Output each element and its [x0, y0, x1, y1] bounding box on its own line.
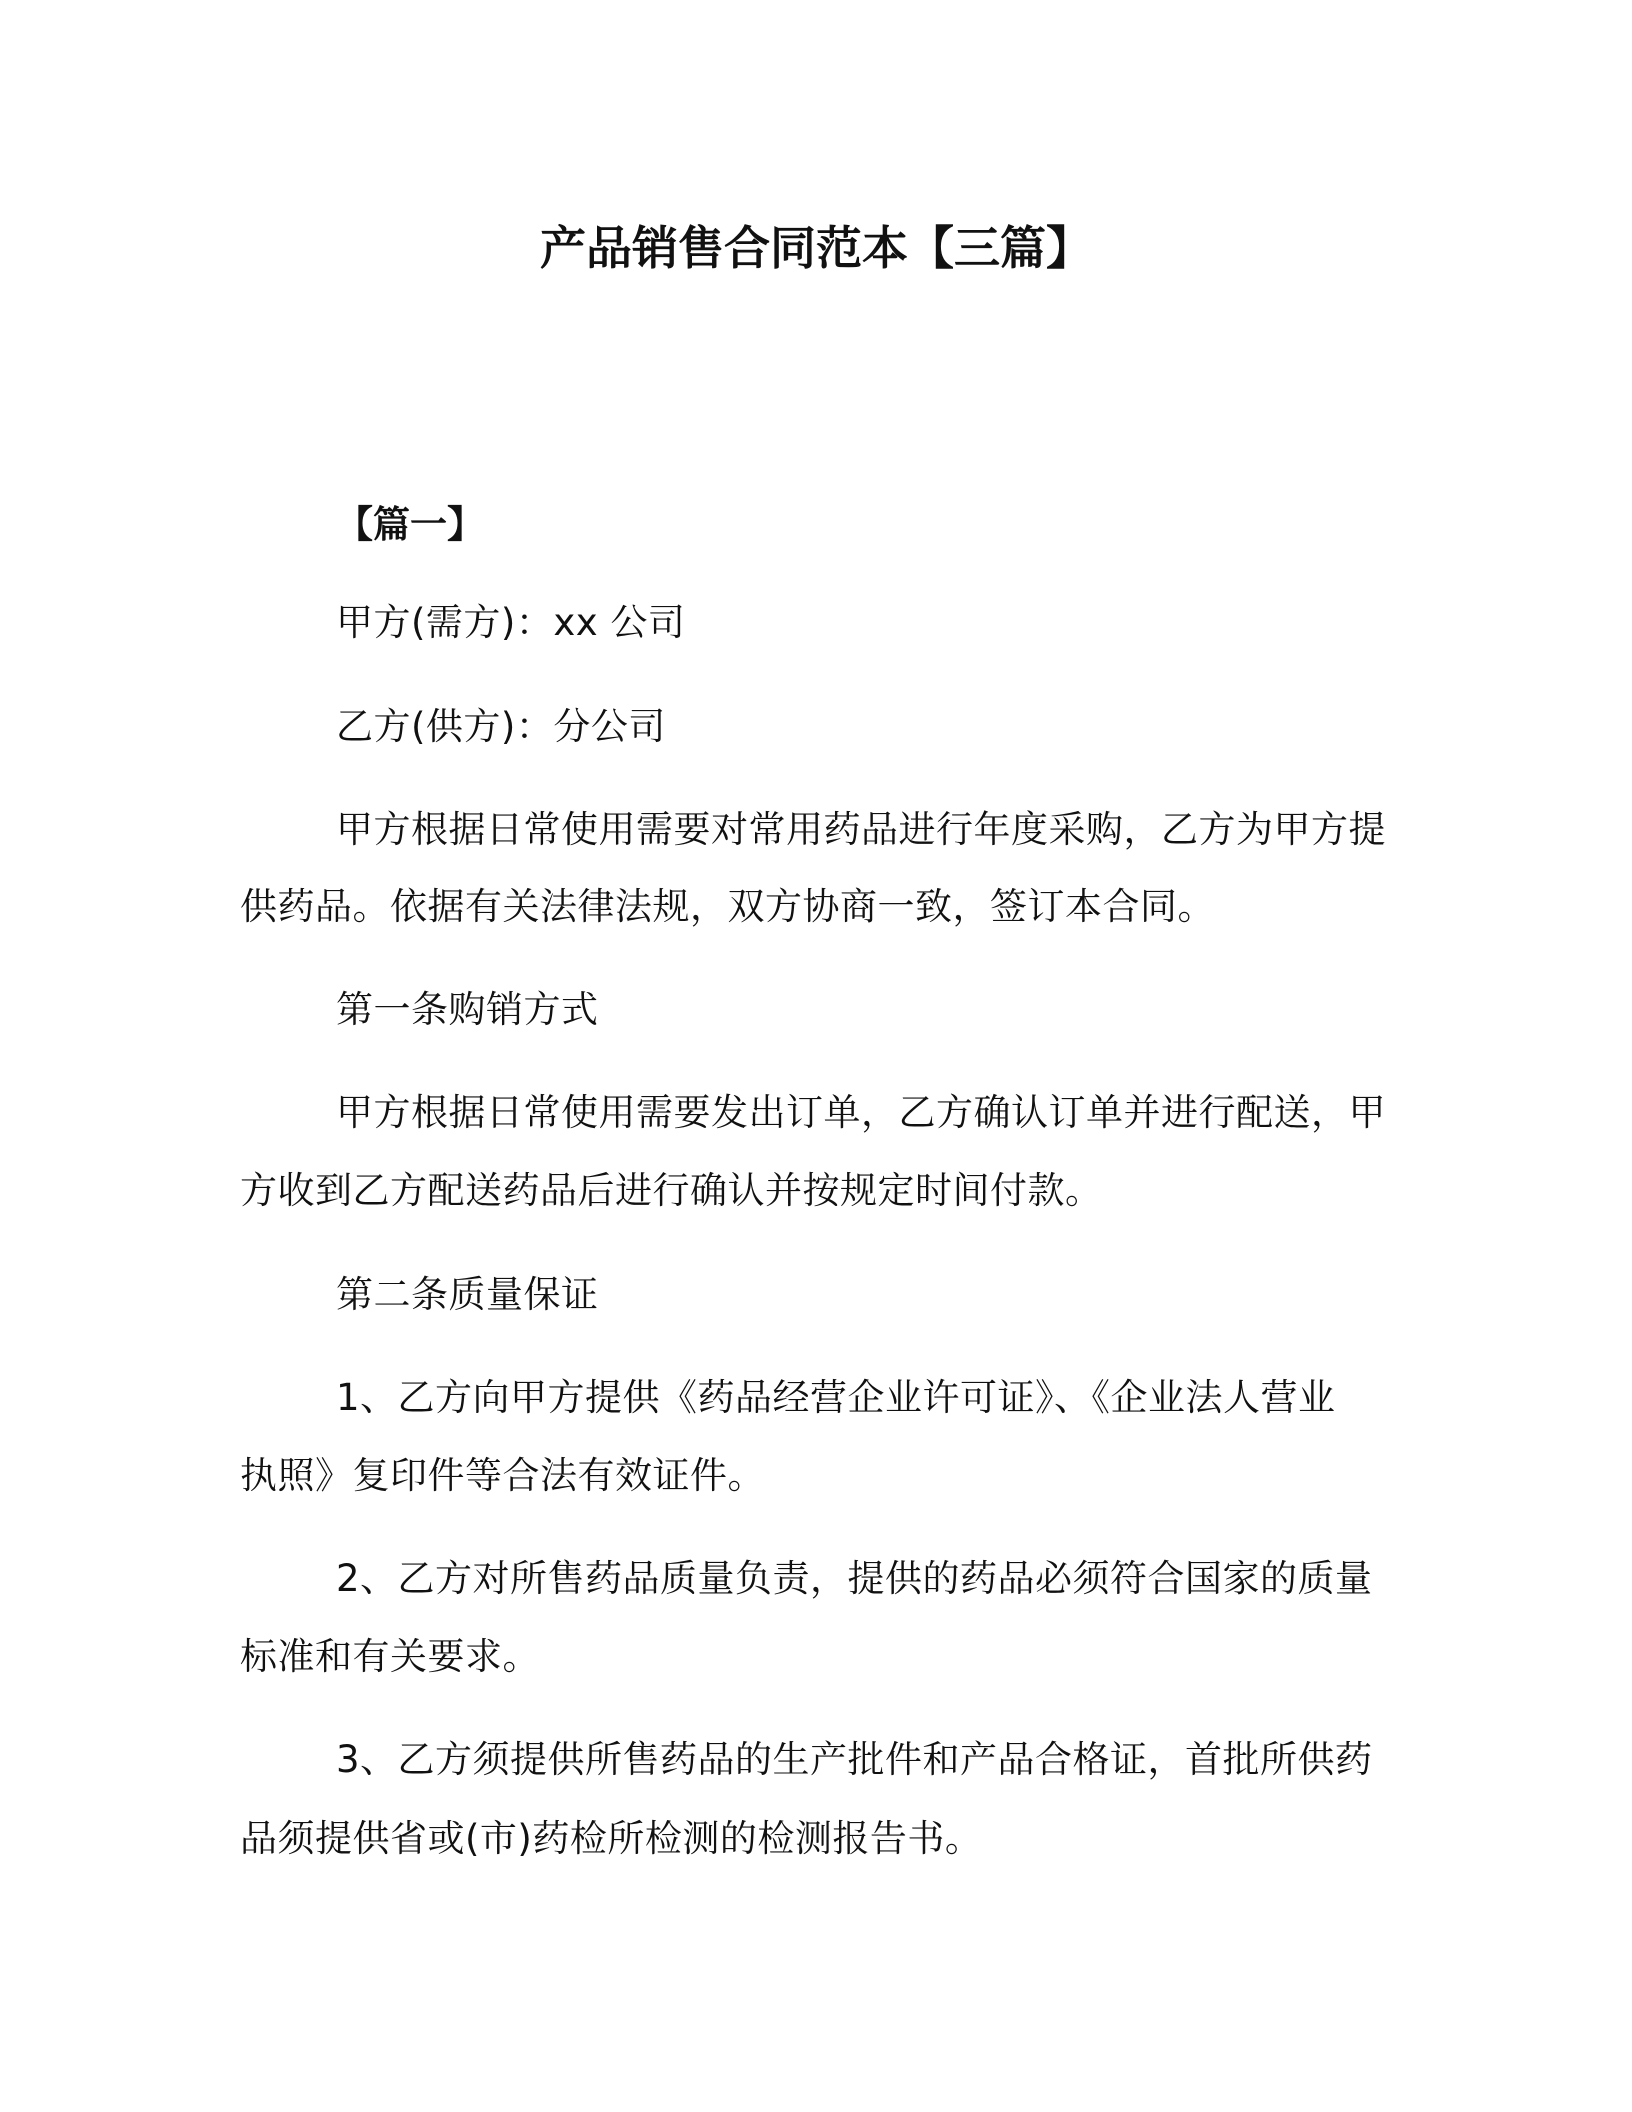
- party-b-line: 乙方(供方)：分公司: [336, 705, 666, 748]
- item-2-line-2: 标准和有关要求。: [240, 1635, 540, 1678]
- article-1-body-line-1: 甲方根据日常使用需要发出订单，乙方确认订单并进行配送，甲: [336, 1091, 1386, 1134]
- article-2-heading: 第二条质量保证: [336, 1273, 599, 1316]
- item-1-line-2: 执照》复印件等合法有效证件。: [240, 1454, 765, 1497]
- article-1-body-line-2: 方收到乙方配送药品后进行确认并按规定时间付款。: [240, 1169, 1103, 1212]
- item-1-line-1: 1、乙方向甲方提供《药品经营企业许可证》、《企业法人营业: [336, 1376, 1336, 1419]
- document-title: 产品销售合同范本【三篇】: [540, 221, 1092, 275]
- item-2-line-1: 2、乙方对所售药品质量负责，提供的药品必须符合国家的质量: [336, 1557, 1373, 1600]
- article-1-heading: 第一条购销方式: [336, 988, 599, 1031]
- party-a-line: 甲方(需方)：xx 公司: [336, 601, 686, 644]
- item-3-line-2: 品须提供省或(市)药检所检测的检测报告书。: [240, 1817, 983, 1860]
- item-3-line-1: 3、乙方须提供所售药品的生产批件和产品合格证，首批所供药: [336, 1738, 1373, 1781]
- intro-paragraph-line-2: 供药品。依据有关法律法规，双方协商一致，签订本合同。: [240, 885, 1215, 928]
- intro-paragraph-line-1: 甲方根据日常使用需要对常用药品进行年度采购，乙方为甲方提: [336, 808, 1386, 851]
- section-heading: 【篇一】: [336, 503, 484, 546]
